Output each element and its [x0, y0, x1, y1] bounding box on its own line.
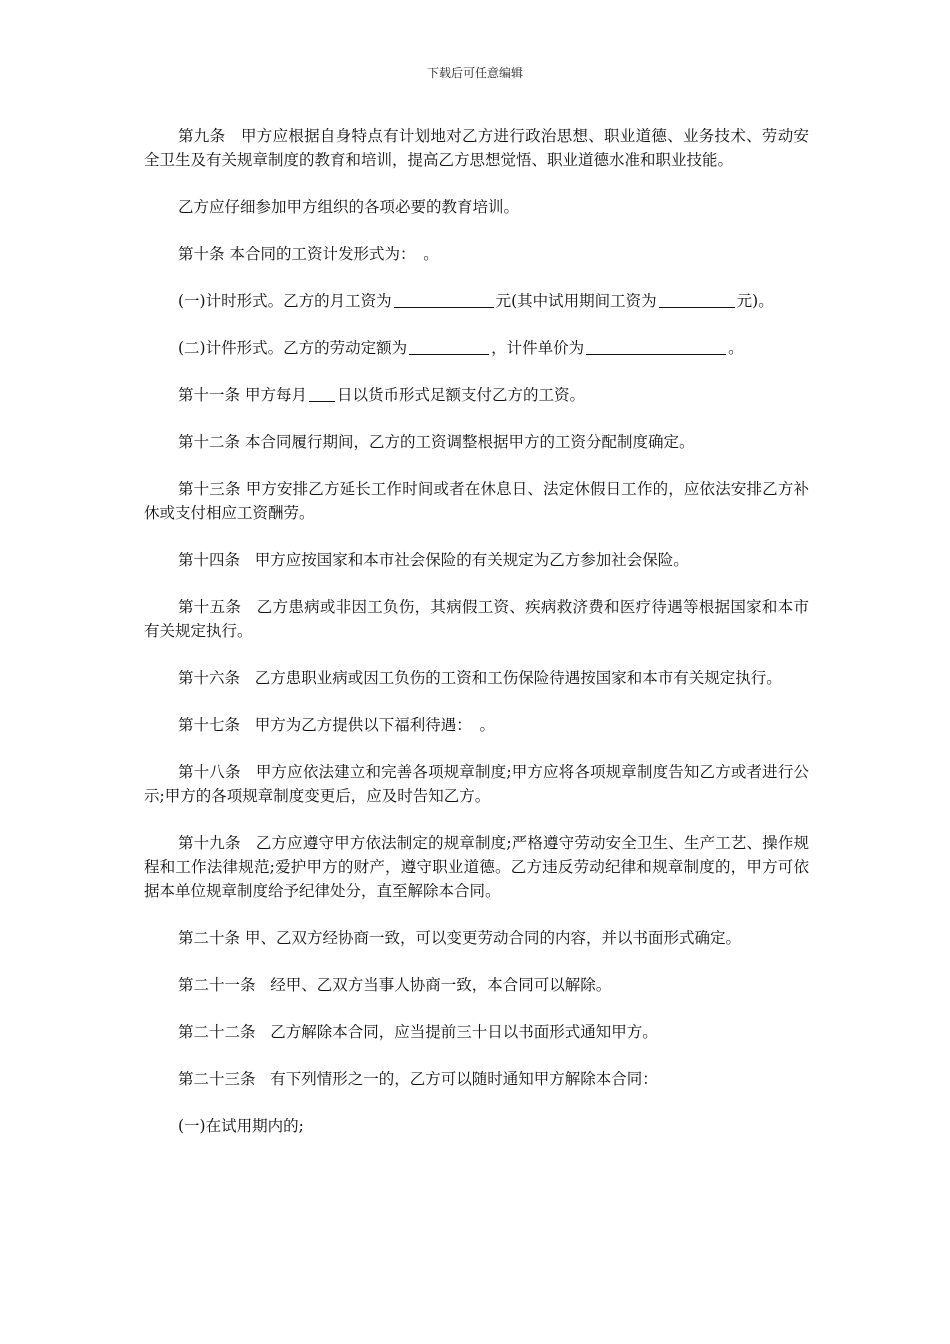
clause-text: (一)在试用期内的;	[178, 1117, 304, 1135]
clause-text: ，计件单价为	[491, 339, 585, 357]
article-text: 乙方患病或非因工负伤，其病假工资、疾病救济费和医疗待遇等根据国家和本市有关规定执行。	[144, 598, 809, 640]
article-number: 第九条	[178, 127, 226, 145]
clause-text: (一)计时形式。乙方的月工资为	[178, 292, 392, 310]
article-number: 第十一条	[178, 386, 241, 404]
article-text: 甲方应按国家和本市社会保险的有关规定为乙方参加社会保险。	[254, 551, 689, 569]
clause-text: 。	[728, 339, 744, 357]
article-text: 甲方每月	[244, 386, 307, 404]
article-number: 第二十一条	[178, 976, 256, 994]
article-text: 本合同履行期间，乙方的工资调整根据甲方的工资分配制度确定。	[244, 433, 695, 451]
article-11	[144, 383, 809, 407]
article-number: 第二十条	[178, 929, 241, 947]
article-text: 甲方为乙方提供以下福利待遇： 。	[254, 716, 496, 734]
article-text: 甲方应根据自身特点有计划地对乙方进行政治思想、职业道德、业务技术、劳动安全卫生及有关规章制度的教育和培训，提高乙方思想觉悟、职业道德水准和职业技能。	[144, 127, 809, 169]
document-body	[144, 124, 809, 1161]
article-number: 第二十三条	[178, 1070, 256, 1088]
article-19	[144, 831, 809, 903]
article-16	[144, 666, 809, 690]
article-number: 第十五条	[178, 598, 242, 616]
article-14	[144, 548, 809, 572]
clause-time-wage	[144, 289, 809, 313]
article-text: 甲方安排乙方延长工作时间或者在休息日、法定休假日工作的，应依法安排乙方补休或支付相应工资酬劳。	[144, 480, 809, 522]
article-22	[144, 1020, 809, 1044]
blank-line	[586, 339, 726, 355]
clause-piece-wage	[144, 336, 809, 360]
article-text: 乙方应遵守甲方依法制定的规章制度;严格遵守劳动安全卫生、生产工艺、操作规程和工作法律规范;爱护甲方的财产，遵守职业道德。乙方违反劳动纪律和规章制度的，甲方可依据本单位规章制度给予纪律处分，直至解除本合同。	[144, 834, 809, 900]
article-21	[144, 973, 809, 997]
paragraph-text: 乙方应仔细参加甲方组织的各项必要的教育培训。	[178, 198, 520, 216]
article-number: 第十条	[178, 245, 225, 263]
article-number: 第十九条	[178, 834, 241, 852]
article-text: 乙方患职业病或因工负伤的工资和工伤保险待遇按国家和本市有关规定执行。	[254, 669, 782, 687]
article-number: 第十七条	[178, 716, 241, 734]
article-20	[144, 926, 809, 950]
article-number: 第十二条	[178, 433, 241, 451]
article-text: 乙方解除本合同，应当提前三十日以书面形式通知甲方。	[270, 1023, 658, 1041]
article-number: 第十六条	[178, 669, 241, 687]
page-header: 下载后可任意编辑	[426, 66, 523, 80]
clause-text: 元(其中试用期间工资为	[495, 292, 657, 310]
blank-line	[309, 386, 335, 402]
article-text: 本合同的工资计发形式为： 。	[229, 245, 439, 263]
blank-line	[394, 292, 494, 308]
article-15	[144, 595, 809, 643]
article-text: 甲、乙双方经协商一致，可以变更劳动合同的内容，并以书面形式确定。	[244, 929, 741, 947]
article-13	[144, 477, 809, 525]
article-text: 甲方应依法建立和完善各项规章制度;甲方应将各项规章制度告知乙方或者进行公示;甲方的各项规章制度变更后，应及时告知乙方。	[144, 763, 809, 805]
blank-line	[409, 339, 489, 355]
article-number: 第十三条	[178, 480, 241, 498]
article-18	[144, 760, 809, 808]
clause-probation	[144, 1114, 809, 1138]
article-number: 第二十二条	[178, 1023, 256, 1041]
article-text: 日以货币形式足额支付乙方的工资。	[336, 386, 585, 404]
article-17	[144, 713, 809, 737]
article-10	[144, 242, 809, 266]
article-text: 经甲、乙双方当事人协商一致，本合同可以解除。	[270, 976, 612, 994]
blank-line	[659, 292, 735, 308]
paragraph-training	[144, 195, 809, 219]
article-9	[144, 124, 809, 172]
article-23	[144, 1067, 809, 1091]
clause-text: 元)。	[736, 292, 774, 310]
article-12	[144, 430, 809, 454]
clause-text: (二)计件形式。乙方的劳动定额为	[178, 339, 408, 357]
article-number: 第十八条	[178, 763, 241, 781]
article-number: 第十四条	[178, 551, 241, 569]
article-text: 有下列情形之一的，乙方可以随时通知甲方解除本合同：	[270, 1070, 658, 1088]
